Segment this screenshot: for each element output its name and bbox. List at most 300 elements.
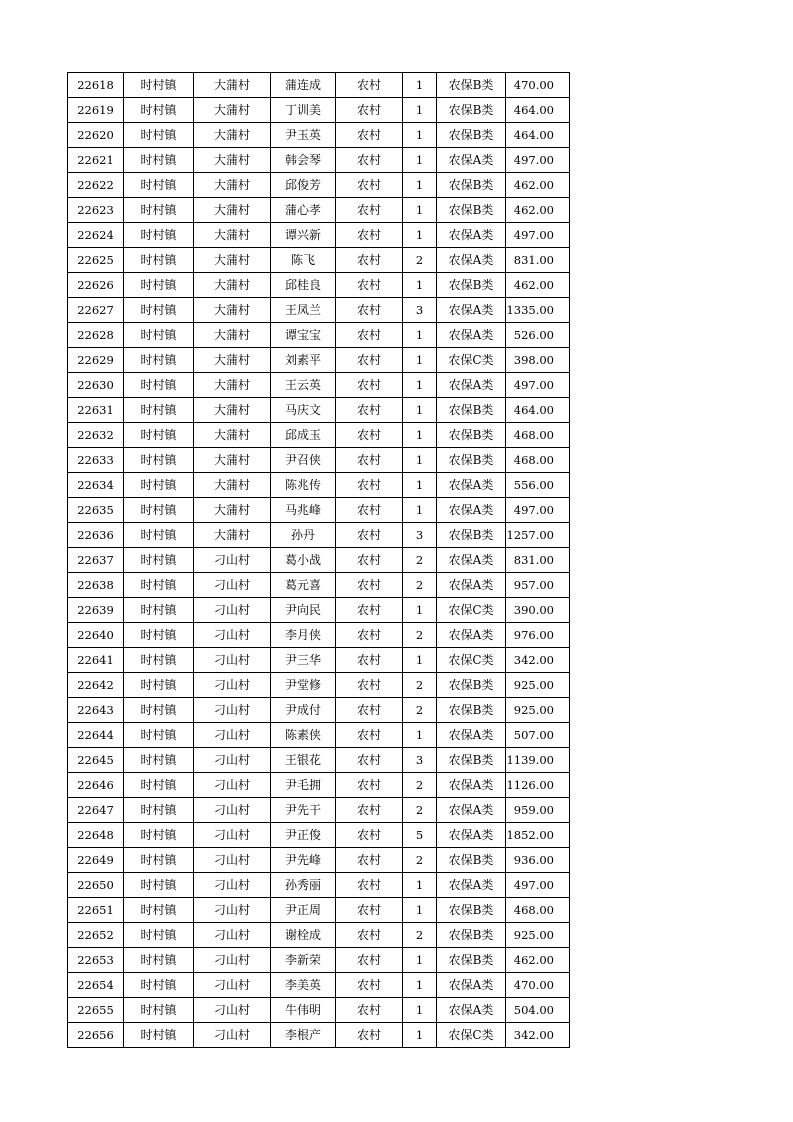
town-cell: 时村镇 bbox=[124, 348, 194, 373]
table-row bbox=[68, 573, 570, 598]
village-cell: 大蒲村 bbox=[194, 148, 271, 173]
amount-cell: 462.00 bbox=[506, 198, 570, 223]
household-type-cell: 农村 bbox=[336, 948, 403, 973]
record-id-cell: 22633 bbox=[68, 448, 124, 473]
member-count-cell: 2 bbox=[403, 923, 437, 948]
member-count-cell: 1 bbox=[403, 498, 437, 523]
household-type-cell: 农村 bbox=[336, 923, 403, 948]
household-type-cell: 农村 bbox=[336, 848, 403, 873]
amount-cell: 1335.00 bbox=[506, 298, 570, 323]
insurance-category-cell: 农保B类 bbox=[437, 948, 506, 973]
record-id-cell: 22631 bbox=[68, 398, 124, 423]
town-cell: 时村镇 bbox=[124, 623, 194, 648]
amount-cell: 526.00 bbox=[506, 323, 570, 348]
insurance-category-cell: 农保B类 bbox=[437, 698, 506, 723]
insurance-category-cell: 农保A类 bbox=[437, 548, 506, 573]
record-id-cell: 22641 bbox=[68, 648, 124, 673]
name-cell: 陈飞 bbox=[271, 248, 336, 273]
town-cell: 时村镇 bbox=[124, 948, 194, 973]
town-cell: 时村镇 bbox=[124, 323, 194, 348]
household-type-cell: 农村 bbox=[336, 748, 403, 773]
village-cell: 刁山村 bbox=[194, 648, 271, 673]
table-row bbox=[68, 623, 570, 648]
member-count-cell: 5 bbox=[403, 823, 437, 848]
table-row bbox=[68, 748, 570, 773]
town-cell: 时村镇 bbox=[124, 448, 194, 473]
town-cell: 时村镇 bbox=[124, 173, 194, 198]
name-cell: 谭兴新 bbox=[271, 223, 336, 248]
table-row bbox=[68, 448, 570, 473]
insurance-category-cell: 农保A类 bbox=[437, 773, 506, 798]
village-cell: 刁山村 bbox=[194, 723, 271, 748]
name-cell: 尹向民 bbox=[271, 598, 336, 623]
household-type-cell: 农村 bbox=[336, 973, 403, 998]
insurance-category-cell: 农保A类 bbox=[437, 573, 506, 598]
name-cell: 邱俊芳 bbox=[271, 173, 336, 198]
amount-cell: 468.00 bbox=[506, 448, 570, 473]
village-cell: 大蒲村 bbox=[194, 298, 271, 323]
member-count-cell: 1 bbox=[403, 323, 437, 348]
village-cell: 大蒲村 bbox=[194, 423, 271, 448]
amount-cell: 925.00 bbox=[506, 673, 570, 698]
village-cell: 刁山村 bbox=[194, 823, 271, 848]
record-id-cell: 22639 bbox=[68, 598, 124, 623]
insurance-category-cell: 农保C类 bbox=[437, 648, 506, 673]
member-count-cell: 1 bbox=[403, 348, 437, 373]
amount-cell: 1139.00 bbox=[506, 748, 570, 773]
member-count-cell: 1 bbox=[403, 998, 437, 1023]
name-cell: 尹成付 bbox=[271, 698, 336, 723]
member-count-cell: 2 bbox=[403, 773, 437, 798]
town-cell: 时村镇 bbox=[124, 148, 194, 173]
amount-cell: 497.00 bbox=[506, 148, 570, 173]
village-cell: 大蒲村 bbox=[194, 373, 271, 398]
table-row bbox=[68, 298, 570, 323]
table-row bbox=[68, 473, 570, 498]
amount-cell: 507.00 bbox=[506, 723, 570, 748]
insurance-category-cell: 农保C类 bbox=[437, 1023, 506, 1048]
record-id-cell: 22624 bbox=[68, 223, 124, 248]
table-row bbox=[68, 98, 570, 123]
table-row bbox=[68, 998, 570, 1023]
insurance-category-cell: 农保A类 bbox=[437, 623, 506, 648]
record-id-cell: 22649 bbox=[68, 848, 124, 873]
household-type-cell: 农村 bbox=[336, 523, 403, 548]
insurance-category-cell: 农保B类 bbox=[437, 98, 506, 123]
member-count-cell: 1 bbox=[403, 423, 437, 448]
table-row bbox=[68, 498, 570, 523]
record-id-cell: 22652 bbox=[68, 923, 124, 948]
table-row bbox=[68, 1023, 570, 1048]
record-id-cell: 22626 bbox=[68, 273, 124, 298]
amount-cell: 1852.00 bbox=[506, 823, 570, 848]
member-count-cell: 2 bbox=[403, 623, 437, 648]
member-count-cell: 1 bbox=[403, 73, 437, 98]
name-cell: 葛小战 bbox=[271, 548, 336, 573]
record-id-cell: 22654 bbox=[68, 973, 124, 998]
town-cell: 时村镇 bbox=[124, 973, 194, 998]
table-row bbox=[68, 823, 570, 848]
village-cell: 刁山村 bbox=[194, 673, 271, 698]
table-row bbox=[68, 848, 570, 873]
table-row bbox=[68, 648, 570, 673]
record-id-cell: 22636 bbox=[68, 523, 124, 548]
insurance-category-cell: 农保B类 bbox=[437, 448, 506, 473]
town-cell: 时村镇 bbox=[124, 1023, 194, 1048]
village-cell: 刁山村 bbox=[194, 698, 271, 723]
insurance-category-cell: 农保B类 bbox=[437, 523, 506, 548]
village-cell: 大蒲村 bbox=[194, 248, 271, 273]
household-type-cell: 农村 bbox=[336, 673, 403, 698]
table-row bbox=[68, 373, 570, 398]
village-cell: 大蒲村 bbox=[194, 223, 271, 248]
insurance-category-cell: 农保B类 bbox=[437, 123, 506, 148]
village-cell: 刁山村 bbox=[194, 998, 271, 1023]
name-cell: 蒲心孝 bbox=[271, 198, 336, 223]
amount-cell: 342.00 bbox=[506, 648, 570, 673]
amount-cell: 1126.00 bbox=[506, 773, 570, 798]
member-count-cell: 1 bbox=[403, 873, 437, 898]
village-cell: 大蒲村 bbox=[194, 323, 271, 348]
name-cell: 王凤兰 bbox=[271, 298, 336, 323]
village-cell: 大蒲村 bbox=[194, 473, 271, 498]
town-cell: 时村镇 bbox=[124, 123, 194, 148]
table-row bbox=[68, 798, 570, 823]
name-cell: 李新荣 bbox=[271, 948, 336, 973]
town-cell: 时村镇 bbox=[124, 798, 194, 823]
household-type-cell: 农村 bbox=[336, 473, 403, 498]
amount-cell: 462.00 bbox=[506, 948, 570, 973]
record-id-cell: 22653 bbox=[68, 948, 124, 973]
insurance-category-cell: 农保B类 bbox=[437, 398, 506, 423]
record-id-cell: 22628 bbox=[68, 323, 124, 348]
village-cell: 大蒲村 bbox=[194, 448, 271, 473]
village-cell: 刁山村 bbox=[194, 1023, 271, 1048]
record-id-cell: 22640 bbox=[68, 623, 124, 648]
village-cell: 刁山村 bbox=[194, 848, 271, 873]
amount-cell: 957.00 bbox=[506, 573, 570, 598]
household-type-cell: 农村 bbox=[336, 173, 403, 198]
insurance-category-cell: 农保B类 bbox=[437, 673, 506, 698]
record-id-cell: 22619 bbox=[68, 98, 124, 123]
village-cell: 大蒲村 bbox=[194, 73, 271, 98]
village-cell: 刁山村 bbox=[194, 948, 271, 973]
household-type-cell: 农村 bbox=[336, 73, 403, 98]
record-id-cell: 22635 bbox=[68, 498, 124, 523]
insurance-category-cell: 农保C类 bbox=[437, 598, 506, 623]
insurance-category-cell: 农保A类 bbox=[437, 323, 506, 348]
table-row bbox=[68, 273, 570, 298]
village-cell: 刁山村 bbox=[194, 573, 271, 598]
record-id-cell: 22632 bbox=[68, 423, 124, 448]
town-cell: 时村镇 bbox=[124, 648, 194, 673]
village-cell: 大蒲村 bbox=[194, 123, 271, 148]
name-cell: 李根产 bbox=[271, 1023, 336, 1048]
table-row bbox=[68, 398, 570, 423]
record-id-cell: 22643 bbox=[68, 698, 124, 723]
village-cell: 刁山村 bbox=[194, 748, 271, 773]
record-id-cell: 22627 bbox=[68, 298, 124, 323]
name-cell: 尹玉英 bbox=[271, 123, 336, 148]
insurance-category-cell: 农保A类 bbox=[437, 498, 506, 523]
town-cell: 时村镇 bbox=[124, 723, 194, 748]
name-cell: 谭宝宝 bbox=[271, 323, 336, 348]
insurance-category-cell: 农保A类 bbox=[437, 473, 506, 498]
village-cell: 大蒲村 bbox=[194, 348, 271, 373]
name-cell: 孙丹 bbox=[271, 523, 336, 548]
town-cell: 时村镇 bbox=[124, 748, 194, 773]
amount-cell: 468.00 bbox=[506, 423, 570, 448]
name-cell: 葛元喜 bbox=[271, 573, 336, 598]
name-cell: 尹先峰 bbox=[271, 848, 336, 873]
name-cell: 刘素平 bbox=[271, 348, 336, 373]
village-cell: 刁山村 bbox=[194, 898, 271, 923]
household-type-cell: 农村 bbox=[336, 348, 403, 373]
table-row bbox=[68, 873, 570, 898]
name-cell: 邱桂良 bbox=[271, 273, 336, 298]
household-type-cell: 农村 bbox=[336, 423, 403, 448]
town-cell: 时村镇 bbox=[124, 223, 194, 248]
table-row bbox=[68, 323, 570, 348]
name-cell: 陈兆传 bbox=[271, 473, 336, 498]
household-type-cell: 农村 bbox=[336, 798, 403, 823]
village-cell: 刁山村 bbox=[194, 798, 271, 823]
member-count-cell: 1 bbox=[403, 598, 437, 623]
town-cell: 时村镇 bbox=[124, 423, 194, 448]
household-type-cell: 农村 bbox=[336, 123, 403, 148]
amount-cell: 468.00 bbox=[506, 898, 570, 923]
town-cell: 时村镇 bbox=[124, 873, 194, 898]
table-body bbox=[68, 73, 570, 1048]
table-row bbox=[68, 973, 570, 998]
household-type-cell: 农村 bbox=[336, 873, 403, 898]
insurance-category-cell: 农保C类 bbox=[437, 348, 506, 373]
amount-cell: 556.00 bbox=[506, 473, 570, 498]
town-cell: 时村镇 bbox=[124, 998, 194, 1023]
town-cell: 时村镇 bbox=[124, 848, 194, 873]
insurance-category-cell: 农保B类 bbox=[437, 898, 506, 923]
amount-cell: 976.00 bbox=[506, 623, 570, 648]
town-cell: 时村镇 bbox=[124, 773, 194, 798]
household-type-cell: 农村 bbox=[336, 323, 403, 348]
insurance-category-cell: 农保A类 bbox=[437, 723, 506, 748]
name-cell: 牛伟明 bbox=[271, 998, 336, 1023]
member-count-cell: 1 bbox=[403, 723, 437, 748]
table-row bbox=[68, 948, 570, 973]
member-count-cell: 1 bbox=[403, 473, 437, 498]
name-cell: 马庆文 bbox=[271, 398, 336, 423]
insurance-category-cell: 农保A类 bbox=[437, 823, 506, 848]
record-id-cell: 22656 bbox=[68, 1023, 124, 1048]
member-count-cell: 2 bbox=[403, 673, 437, 698]
table-row bbox=[68, 773, 570, 798]
village-cell: 刁山村 bbox=[194, 773, 271, 798]
village-cell: 刁山村 bbox=[194, 548, 271, 573]
town-cell: 时村镇 bbox=[124, 373, 194, 398]
record-id-cell: 22621 bbox=[68, 148, 124, 173]
name-cell: 尹堂修 bbox=[271, 673, 336, 698]
village-cell: 刁山村 bbox=[194, 623, 271, 648]
member-count-cell: 2 bbox=[403, 848, 437, 873]
household-type-cell: 农村 bbox=[336, 623, 403, 648]
table-row bbox=[68, 523, 570, 548]
insurance-category-cell: 农保B类 bbox=[437, 198, 506, 223]
name-cell: 尹正俊 bbox=[271, 823, 336, 848]
household-type-cell: 农村 bbox=[336, 373, 403, 398]
insurance-category-cell: 农保B类 bbox=[437, 73, 506, 98]
village-cell: 刁山村 bbox=[194, 973, 271, 998]
household-type-cell: 农村 bbox=[336, 998, 403, 1023]
amount-cell: 398.00 bbox=[506, 348, 570, 373]
amount-cell: 497.00 bbox=[506, 873, 570, 898]
town-cell: 时村镇 bbox=[124, 548, 194, 573]
household-type-cell: 农村 bbox=[336, 223, 403, 248]
table-row bbox=[68, 598, 570, 623]
record-id-cell: 22655 bbox=[68, 998, 124, 1023]
amount-cell: 342.00 bbox=[506, 1023, 570, 1048]
household-type-cell: 农村 bbox=[336, 698, 403, 723]
town-cell: 时村镇 bbox=[124, 573, 194, 598]
name-cell: 尹正周 bbox=[271, 898, 336, 923]
member-count-cell: 3 bbox=[403, 523, 437, 548]
town-cell: 时村镇 bbox=[124, 598, 194, 623]
insurance-category-cell: 农保B类 bbox=[437, 923, 506, 948]
household-type-cell: 农村 bbox=[336, 248, 403, 273]
record-id-cell: 22623 bbox=[68, 198, 124, 223]
member-count-cell: 1 bbox=[403, 898, 437, 923]
name-cell: 李月侠 bbox=[271, 623, 336, 648]
record-id-cell: 22647 bbox=[68, 798, 124, 823]
member-count-cell: 1 bbox=[403, 273, 437, 298]
village-cell: 大蒲村 bbox=[194, 398, 271, 423]
member-count-cell: 2 bbox=[403, 798, 437, 823]
member-count-cell: 2 bbox=[403, 248, 437, 273]
insurance-category-cell: 农保B类 bbox=[437, 273, 506, 298]
name-cell: 陈素侠 bbox=[271, 723, 336, 748]
name-cell: 韩会琴 bbox=[271, 148, 336, 173]
insurance-category-cell: 农保A类 bbox=[437, 973, 506, 998]
insurance-category-cell: 农保A类 bbox=[437, 998, 506, 1023]
name-cell: 蒲连成 bbox=[271, 73, 336, 98]
member-count-cell: 1 bbox=[403, 223, 437, 248]
member-count-cell: 1 bbox=[403, 173, 437, 198]
member-count-cell: 2 bbox=[403, 573, 437, 598]
name-cell: 尹召侠 bbox=[271, 448, 336, 473]
member-count-cell: 1 bbox=[403, 648, 437, 673]
town-cell: 时村镇 bbox=[124, 73, 194, 98]
village-cell: 大蒲村 bbox=[194, 173, 271, 198]
amount-cell: 497.00 bbox=[506, 223, 570, 248]
table-row bbox=[68, 673, 570, 698]
household-type-cell: 农村 bbox=[336, 198, 403, 223]
name-cell: 尹毛拥 bbox=[271, 773, 336, 798]
town-cell: 时村镇 bbox=[124, 523, 194, 548]
insurance-category-cell: 农保A类 bbox=[437, 298, 506, 323]
amount-cell: 462.00 bbox=[506, 173, 570, 198]
table-row bbox=[68, 223, 570, 248]
household-type-cell: 农村 bbox=[336, 98, 403, 123]
town-cell: 时村镇 bbox=[124, 898, 194, 923]
member-count-cell: 2 bbox=[403, 698, 437, 723]
town-cell: 时村镇 bbox=[124, 398, 194, 423]
household-type-cell: 农村 bbox=[336, 648, 403, 673]
town-cell: 时村镇 bbox=[124, 298, 194, 323]
village-cell: 大蒲村 bbox=[194, 98, 271, 123]
table-row bbox=[68, 548, 570, 573]
table-row bbox=[68, 173, 570, 198]
town-cell: 时村镇 bbox=[124, 273, 194, 298]
town-cell: 时村镇 bbox=[124, 823, 194, 848]
household-type-cell: 农村 bbox=[336, 773, 403, 798]
town-cell: 时村镇 bbox=[124, 498, 194, 523]
town-cell: 时村镇 bbox=[124, 923, 194, 948]
record-id-cell: 22646 bbox=[68, 773, 124, 798]
village-cell: 大蒲村 bbox=[194, 273, 271, 298]
amount-cell: 831.00 bbox=[506, 248, 570, 273]
member-count-cell: 1 bbox=[403, 448, 437, 473]
member-count-cell: 1 bbox=[403, 198, 437, 223]
insurance-category-cell: 农保A类 bbox=[437, 798, 506, 823]
member-count-cell: 1 bbox=[403, 123, 437, 148]
amount-cell: 464.00 bbox=[506, 398, 570, 423]
town-cell: 时村镇 bbox=[124, 473, 194, 498]
household-type-cell: 农村 bbox=[336, 1023, 403, 1048]
name-cell: 尹先干 bbox=[271, 798, 336, 823]
town-cell: 时村镇 bbox=[124, 248, 194, 273]
member-count-cell: 1 bbox=[403, 948, 437, 973]
amount-cell: 936.00 bbox=[506, 848, 570, 873]
table-row bbox=[68, 248, 570, 273]
household-type-cell: 农村 bbox=[336, 598, 403, 623]
insurance-category-cell: 农保B类 bbox=[437, 173, 506, 198]
name-cell: 李美英 bbox=[271, 973, 336, 998]
record-id-cell: 22634 bbox=[68, 473, 124, 498]
amount-cell: 462.00 bbox=[506, 273, 570, 298]
record-id-cell: 22630 bbox=[68, 373, 124, 398]
table-row bbox=[68, 73, 570, 98]
table-row bbox=[68, 348, 570, 373]
household-type-cell: 农村 bbox=[336, 898, 403, 923]
name-cell: 丁训美 bbox=[271, 98, 336, 123]
insurance-category-cell: 农保A类 bbox=[437, 223, 506, 248]
table-row bbox=[68, 898, 570, 923]
household-type-cell: 农村 bbox=[336, 823, 403, 848]
amount-cell: 497.00 bbox=[506, 498, 570, 523]
insurance-category-cell: 农保B类 bbox=[437, 848, 506, 873]
record-id-cell: 22644 bbox=[68, 723, 124, 748]
table-row bbox=[68, 723, 570, 748]
name-cell: 谢栓成 bbox=[271, 923, 336, 948]
household-type-cell: 农村 bbox=[336, 723, 403, 748]
table-row bbox=[68, 148, 570, 173]
record-id-cell: 22620 bbox=[68, 123, 124, 148]
insurance-category-cell: 农保A类 bbox=[437, 373, 506, 398]
member-count-cell: 1 bbox=[403, 973, 437, 998]
amount-cell: 925.00 bbox=[506, 923, 570, 948]
village-cell: 大蒲村 bbox=[194, 498, 271, 523]
table-row bbox=[68, 123, 570, 148]
record-id-cell: 22648 bbox=[68, 823, 124, 848]
amount-cell: 470.00 bbox=[506, 73, 570, 98]
household-type-cell: 农村 bbox=[336, 398, 403, 423]
table-row bbox=[68, 923, 570, 948]
household-type-cell: 农村 bbox=[336, 273, 403, 298]
town-cell: 时村镇 bbox=[124, 673, 194, 698]
amount-cell: 464.00 bbox=[506, 123, 570, 148]
amount-cell: 470.00 bbox=[506, 973, 570, 998]
table-row bbox=[68, 198, 570, 223]
amount-cell: 504.00 bbox=[506, 998, 570, 1023]
